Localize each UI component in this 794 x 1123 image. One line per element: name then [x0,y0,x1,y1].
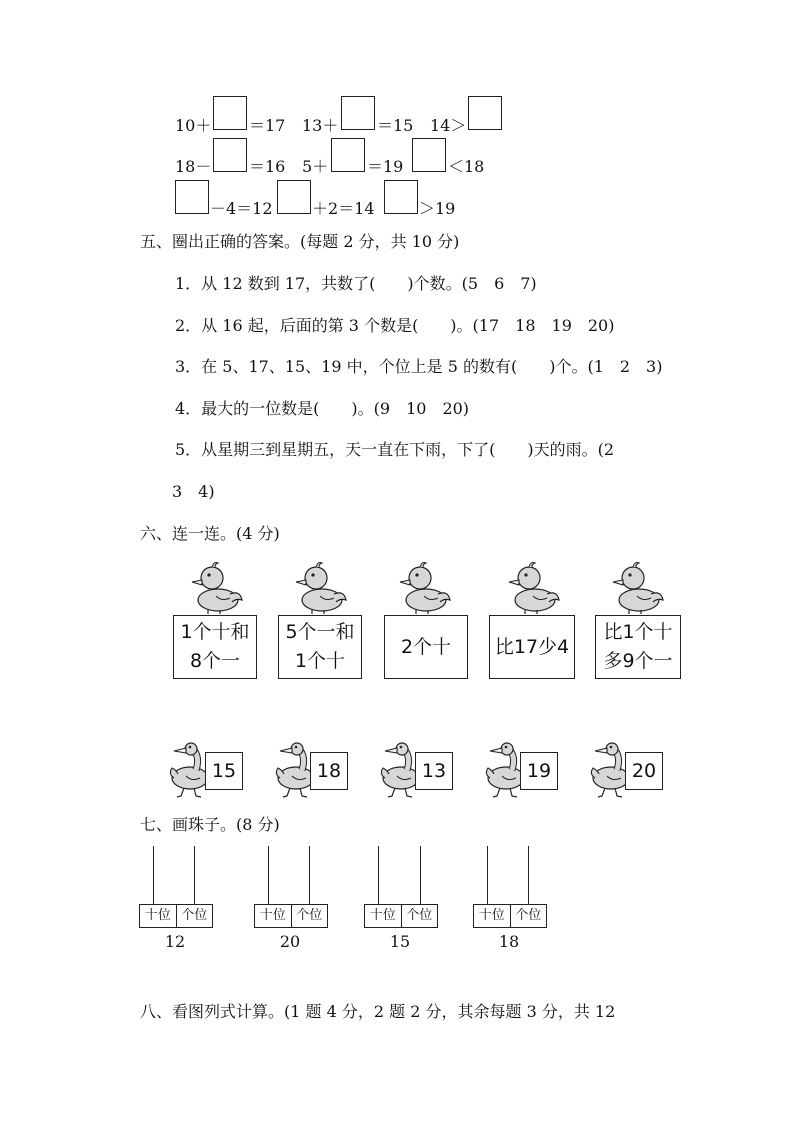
abacus-base [139,904,213,928]
duck-icon [300,562,350,618]
matching-card[interactable] [278,615,362,679]
section5-heading: 五、圈出正确的答案。(每题 2 分，共 10 分) [140,232,460,251]
eq-text: ＝19 [367,157,404,176]
answer-box[interactable] [412,138,446,172]
matching-card[interactable] [384,615,468,679]
question-1: 1．从 12 数到 17，共数了( )个数。(5 6 7) [175,274,537,293]
matching-card[interactable] [173,615,257,679]
duck-icon [404,562,454,618]
answer-box[interactable] [384,180,418,214]
goose-number[interactable]: 13 [415,752,453,790]
card-line: 1个十 [294,650,346,672]
eq-text: ＝15 [377,116,414,135]
matching-card[interactable] [595,615,681,679]
answer-box[interactable] [175,180,209,214]
question-5: 5．从星期三到星期五，天一直在下雨，下了( )天的雨。(2 [175,440,615,459]
duck-icon [513,562,563,618]
eq-text: 13＋ [302,116,339,135]
card-line: 比17少4 [494,635,570,658]
answer-box[interactable] [341,96,375,130]
goose-icon [164,738,210,798]
answer-box[interactable] [277,180,311,214]
goose-number[interactable]: 15 [205,752,243,790]
abacus-number: 18 [498,932,520,951]
abacus-base [254,904,328,928]
ones-rod[interactable] [194,846,195,904]
ones-label: 个位 [291,905,328,927]
card-line: 比1个十 [603,621,673,643]
duck-icon [196,562,246,618]
question-2: 2．从 16 起，后面的第 3 个数是( )。(17 18 19 20) [175,316,615,335]
eq-text: ＋2＝14 [312,199,375,218]
abacus-number: 20 [279,932,301,951]
goose-number[interactable]: 20 [625,752,663,790]
answer-box[interactable] [331,138,365,172]
duck-icon [617,562,667,618]
eq-text: 14＞ [430,116,467,135]
tens-rod[interactable] [153,846,154,904]
goose-number[interactable]: 18 [310,752,348,790]
ones-rod[interactable] [420,846,421,904]
answer-box[interactable] [213,138,247,172]
tens-rod[interactable] [487,846,488,904]
answer-box[interactable] [468,96,502,130]
question-3: 3．在 5、17、15、19 中，个位上是 5 的数有( )个。(1 2 3) [175,357,663,376]
card-line: 2个十 [400,635,452,658]
answer-box[interactable] [213,96,247,130]
eq-text: ＜18 [448,157,485,176]
eq-text: 10＋ [175,116,212,135]
eq-text: ＞19 [419,199,456,218]
tens-label: 十位 [478,908,505,923]
card-line: 多9个一 [603,650,673,672]
eq-text: ＝17 [249,116,286,135]
ones-rod[interactable] [528,846,529,904]
card-line: 8个一 [189,650,241,672]
abacus-number: 12 [164,932,186,951]
abacus-base [473,904,547,928]
question-5-continued: 3 4) [172,482,215,501]
eq-text: 5＋ [302,157,329,176]
abacus-base [364,904,438,928]
section7-heading: 七、画珠子。(8 分) [140,815,280,834]
matching-card[interactable] [489,615,575,679]
tens-label: 十位 [259,908,286,923]
tens-rod[interactable] [268,846,269,904]
section8-heading: 八、看图列式计算。(1 题 4 分，2 题 2 分，其余每题 3 分，共 12 [140,1002,616,1021]
tens-label: 十位 [144,908,171,923]
ones-rod[interactable] [309,846,310,904]
section6-heading: 六、连一连。(4 分) [140,524,280,543]
eq-text: 18－ [175,157,212,176]
goose-number[interactable]: 19 [520,752,558,790]
tens-rod[interactable] [378,846,379,904]
tens-label: 十位 [369,908,396,923]
ones-label: 个位 [510,905,547,927]
eq-text: －4＝12 [210,199,273,218]
ones-label: 个位 [401,905,438,927]
ones-label: 个位 [176,905,213,927]
eq-text: ＝16 [249,157,286,176]
question-4: 4．最大的一位数是( )。(9 10 20) [175,399,470,418]
card-line: 5个一和 [285,621,355,643]
abacus-number: 15 [389,932,411,951]
card-line: 1个十和 [180,621,250,643]
